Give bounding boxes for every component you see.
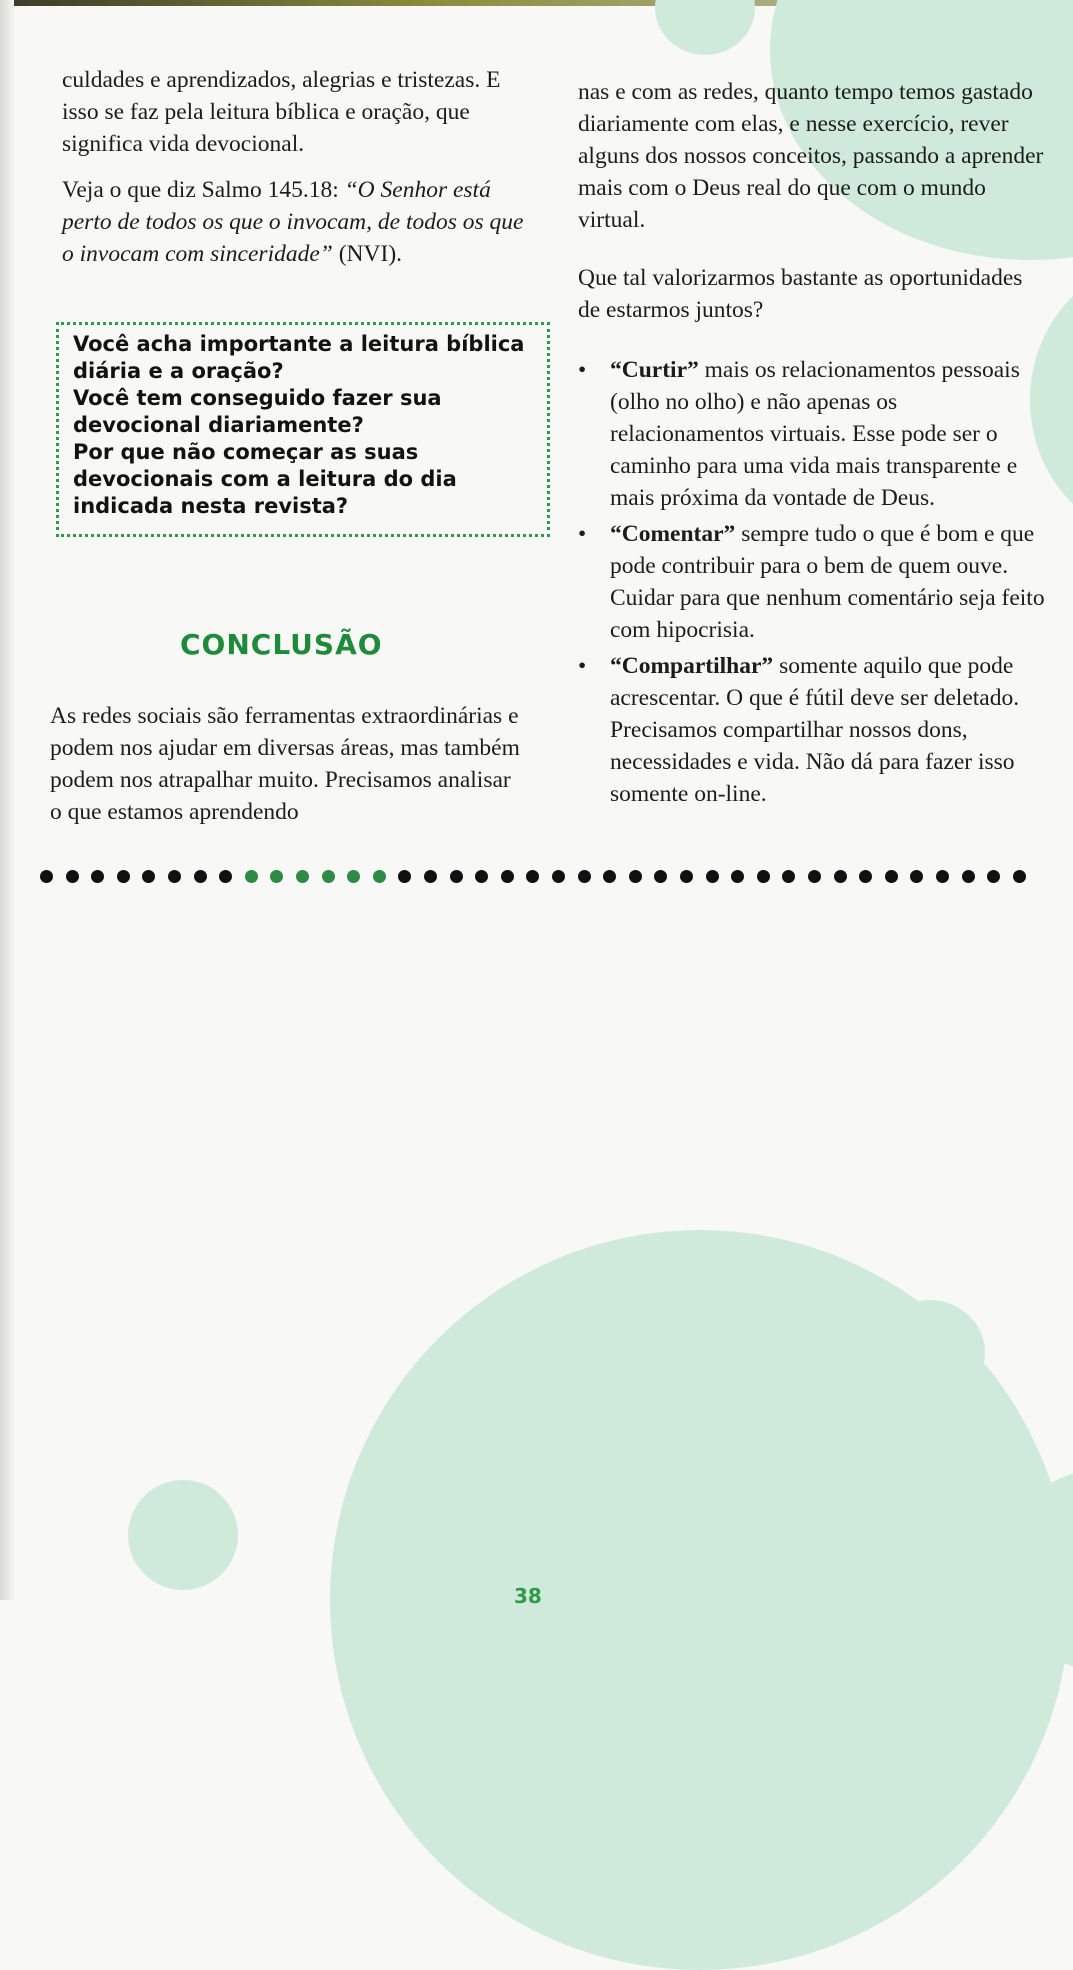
bullet-text: somente aquilo que pode acrescentar. O que é fútil deve ser deletado. Precisamos compartilhar nossos dons, necessidades e vida. Não dá para fazer isso somente on-line.	[610, 653, 1020, 807]
separator-dot	[1013, 870, 1026, 883]
separator-dot	[552, 870, 565, 883]
right-paragraph-1: nas e com as redes, quanto tempo temos gastado diariamente com elas, e nesse exercício, rever alguns dos nossos conceitos, passando a aprender mais com o Deus real do que com o mundo virtual.	[578, 79, 1044, 233]
right-paragraph-2: Que tal valorizarmos bastante as oportunidades de estarmos juntos?	[578, 265, 1023, 323]
psalm-paragraph	[62, 174, 532, 270]
bullet-text: mais os relacionamentos pessoais (olho no olho) e não apenas os relacionamentos virtuais. Esse pode ser o caminho para uma vida mais transparente e mais próxima da vontade de Deus.	[610, 357, 1020, 511]
separator-dot	[270, 870, 283, 883]
separator-dot	[910, 870, 923, 883]
bullet-marker: •	[578, 653, 587, 679]
left-paragraph-1: culdades e aprendizados, alegrias e tristezas. E isso se faz pela leitura bíblica e oração, que significa vida devocional.	[62, 67, 501, 157]
separator-dot	[731, 870, 744, 883]
dotted-separator	[40, 870, 1040, 886]
bullet-list	[578, 354, 1048, 810]
bullet-item-comentar	[578, 518, 1048, 646]
question-3: Por que não começar as suas devocionais com a leitura do dia indicada nesta revista?	[73, 440, 457, 518]
separator-dot	[859, 870, 872, 883]
conclusion-paragraph: As redes sociais são ferramentas extraordinárias e podem nos ajudar em diversas áreas, mas também podem nos atrapalhar muito. Precisamos analisar o que estamos aprendendo	[50, 703, 520, 825]
bullet-item-curtir	[578, 354, 1048, 514]
separator-dot	[40, 870, 53, 883]
separator-dot	[296, 870, 309, 883]
separator-dot	[347, 870, 360, 883]
separator-dot	[706, 870, 719, 883]
left-column	[62, 64, 532, 270]
bullet-item-compartilhar	[578, 650, 1048, 810]
psalm-quote: “O Senhor está perto de todos os que o invocam, de todos os que o invocam com sinceridade”	[62, 177, 524, 267]
separator-dot	[373, 870, 386, 883]
psalm-intro: Veja o que diz Salmo 145.18:	[62, 177, 345, 203]
page-number: 38	[514, 1584, 542, 1608]
separator-dot	[219, 870, 232, 883]
separator-dot	[962, 870, 975, 883]
reflection-question-box	[56, 322, 550, 537]
separator-dot	[322, 870, 335, 883]
bullet-term: “Curtir”	[610, 357, 699, 383]
separator-dot	[987, 870, 1000, 883]
separator-dot	[629, 870, 642, 883]
bullet-text: sempre tudo o que é bom e que pode contribuir para o bem de quem ouve. Cuidar para que nenhum comentário seja feito com hipocrisia.	[610, 521, 1045, 643]
separator-dot	[194, 870, 207, 883]
separator-dot	[782, 870, 795, 883]
separator-dot	[808, 870, 821, 883]
bullet-marker: •	[578, 357, 587, 383]
bg-circle-bottom-right	[875, 1300, 985, 1405]
separator-dot	[936, 870, 949, 883]
separator-dot	[424, 870, 437, 883]
question-1: Você acha importante a leitura bíblica diária e a oração?	[73, 332, 525, 383]
separator-dot	[245, 870, 258, 883]
conclusion-heading: CONCLUSÃO	[180, 628, 383, 661]
bullet-marker: •	[578, 521, 587, 547]
separator-dot	[526, 870, 539, 883]
separator-dot	[757, 870, 770, 883]
separator-dot	[66, 870, 79, 883]
right-column	[578, 76, 1048, 814]
separator-dot	[834, 870, 847, 883]
separator-dot	[91, 870, 104, 883]
bullet-term: “Compartilhar”	[610, 653, 774, 679]
separator-dot	[654, 870, 667, 883]
conclusion-section	[50, 700, 520, 828]
psalm-source: (NVI).	[332, 241, 403, 267]
separator-dot	[885, 870, 898, 883]
separator-dot	[680, 870, 693, 883]
separator-dot	[398, 870, 411, 883]
separator-dot	[475, 870, 488, 883]
separator-dot	[450, 870, 463, 883]
separator-dot	[578, 870, 591, 883]
bg-circle-bottom-left-small	[128, 1480, 238, 1590]
bg-circle-top-small	[655, 0, 755, 55]
separator-dot	[603, 870, 616, 883]
separator-dot	[168, 870, 181, 883]
question-2: Você tem conseguido fazer sua devocional diariamente?	[73, 386, 442, 437]
separator-dot	[501, 870, 514, 883]
separator-dot	[117, 870, 130, 883]
page-binding-edge	[0, 0, 14, 1600]
separator-dot	[142, 870, 155, 883]
bullet-term: “Comentar”	[610, 521, 736, 547]
